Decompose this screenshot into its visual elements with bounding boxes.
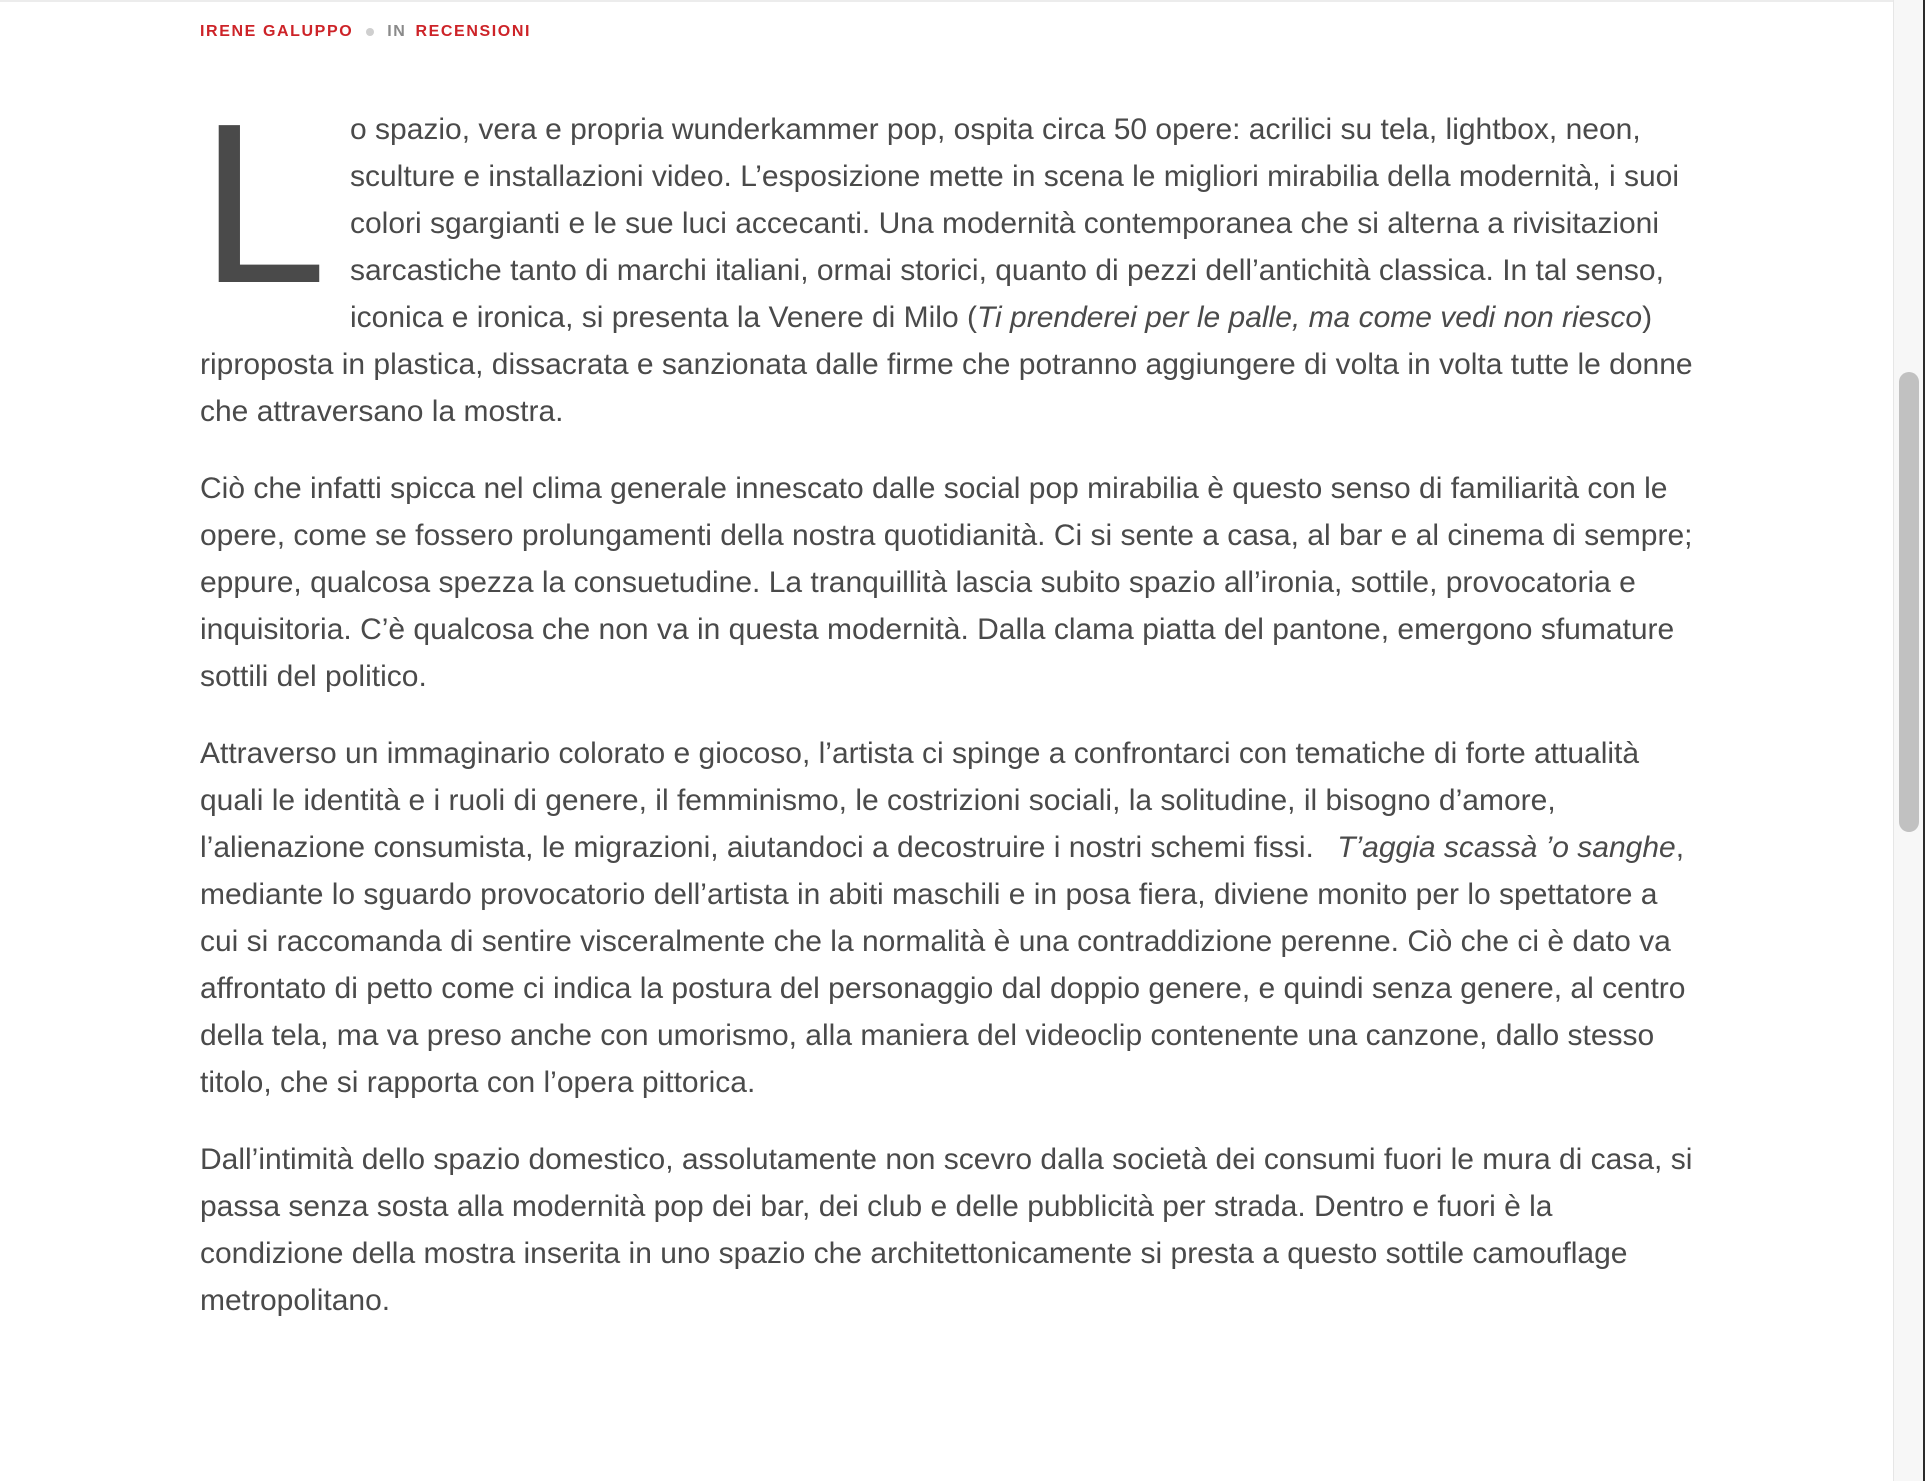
scrollbar-track[interactable] bbox=[1893, 0, 1925, 1481]
scrollbar-thumb[interactable] bbox=[1899, 372, 1919, 832]
paragraph bbox=[200, 730, 1700, 1106]
text-run: , mediante lo sguardo provocatorio dell’artista in abiti maschili e in posa fiera, diviene monito per lo spettatore a cui si raccomanda di sentire visceralmente che la normalità è una contraddizione perenne. Ciò che ci è dato va affrontato di petto come ci indica la postura del personaggio dal doppio genere, e quindi senza genere, al centro della tela, ma va preso anche con umorismo, alla maniera del videoclip contenente una canzone, dallo stesso titolo, che si rapporta con l’opera pittorica. bbox=[200, 831, 1686, 1099]
text-run: Ciò che infatti spicca nel clima generale innescato dalle social pop mirabilia è questo senso di familiarità con le opere, come se fossero prolungamenti della nostra quotidianità. Ci si sente a casa, al bar e al cinema di sempre; eppure, qualcosa spezza la consuetudine. La tranquillità lascia subito spazio all’ironia, sottile, provocatoria e inquisitoria. C’è qualcosa che non va in questa modernità. Dalla clama piatta del pantone, emergono sfumature sottili del politico. bbox=[200, 472, 1693, 693]
paragraph bbox=[200, 465, 1700, 700]
text-run: Dall’intimità dello spazio domestico, assolutamente non scevro dalla società dei consumi fuori le mura di casa, si passa senza sosta alla modernità pop dei bar, dei club e delle pubblicità per strada. Dentro e fuori è la condizione della mostra inserita in uno spazio che architettonicamente si presta a questo sottile camouflage metropolitano. bbox=[200, 1143, 1693, 1317]
in-label: IN bbox=[387, 23, 407, 40]
separator-dot-icon bbox=[366, 28, 374, 36]
author-link[interactable]: IRENE GALUPPO bbox=[200, 23, 354, 40]
category-link[interactable]: RECENSIONI bbox=[415, 23, 532, 40]
italic-text: Ti prenderei per le palle, ma come vedi non riesco bbox=[976, 301, 1643, 334]
text-run: ) riproposta in plastica, dissacrata e sanzionata dalle firme che potranno aggiungere di volta in volta tutte le donne che attraversano la mostra. bbox=[200, 301, 1693, 428]
article-column bbox=[200, 0, 1700, 1324]
drop-cap: L bbox=[200, 77, 327, 331]
paragraph bbox=[200, 77, 1700, 435]
article-body bbox=[200, 77, 1700, 1324]
text-run: o spazio, vera e propria wunderkammer pop, ospita circa 50 opere: acrilici su tela, lightbox, neon, sculture e installazioni video. L’esposizione mette in scena le migliori mirabilia della modernità, i suoi colori sgargianti e le sue luci accecanti. Una modernità contemporanea che si alterna a rivisitazioni sarcastiche tanto di marchi italiani, ormai storici, quanto di pezzi dell’antichità classica. In tal senso, iconica e ironica, si presenta la Venere di Milo ( bbox=[350, 113, 1679, 334]
paragraph bbox=[200, 1136, 1700, 1324]
text-run: Attraverso un immaginario colorato e giocoso, l’artista ci spinge a confrontarci con tematiche di forte attualità quali le identità e i ruoli di genere, il femminismo, le costrizioni sociali, la solitudine, il bisogno d’amore, l’alienazione consumista, le migrazioni, aiutandoci a decostruire i nostri schemi fissi. bbox=[200, 737, 1640, 864]
post-meta bbox=[200, 24, 1700, 40]
italic-text: T’aggia scassà ’o sanghe bbox=[1337, 831, 1676, 864]
